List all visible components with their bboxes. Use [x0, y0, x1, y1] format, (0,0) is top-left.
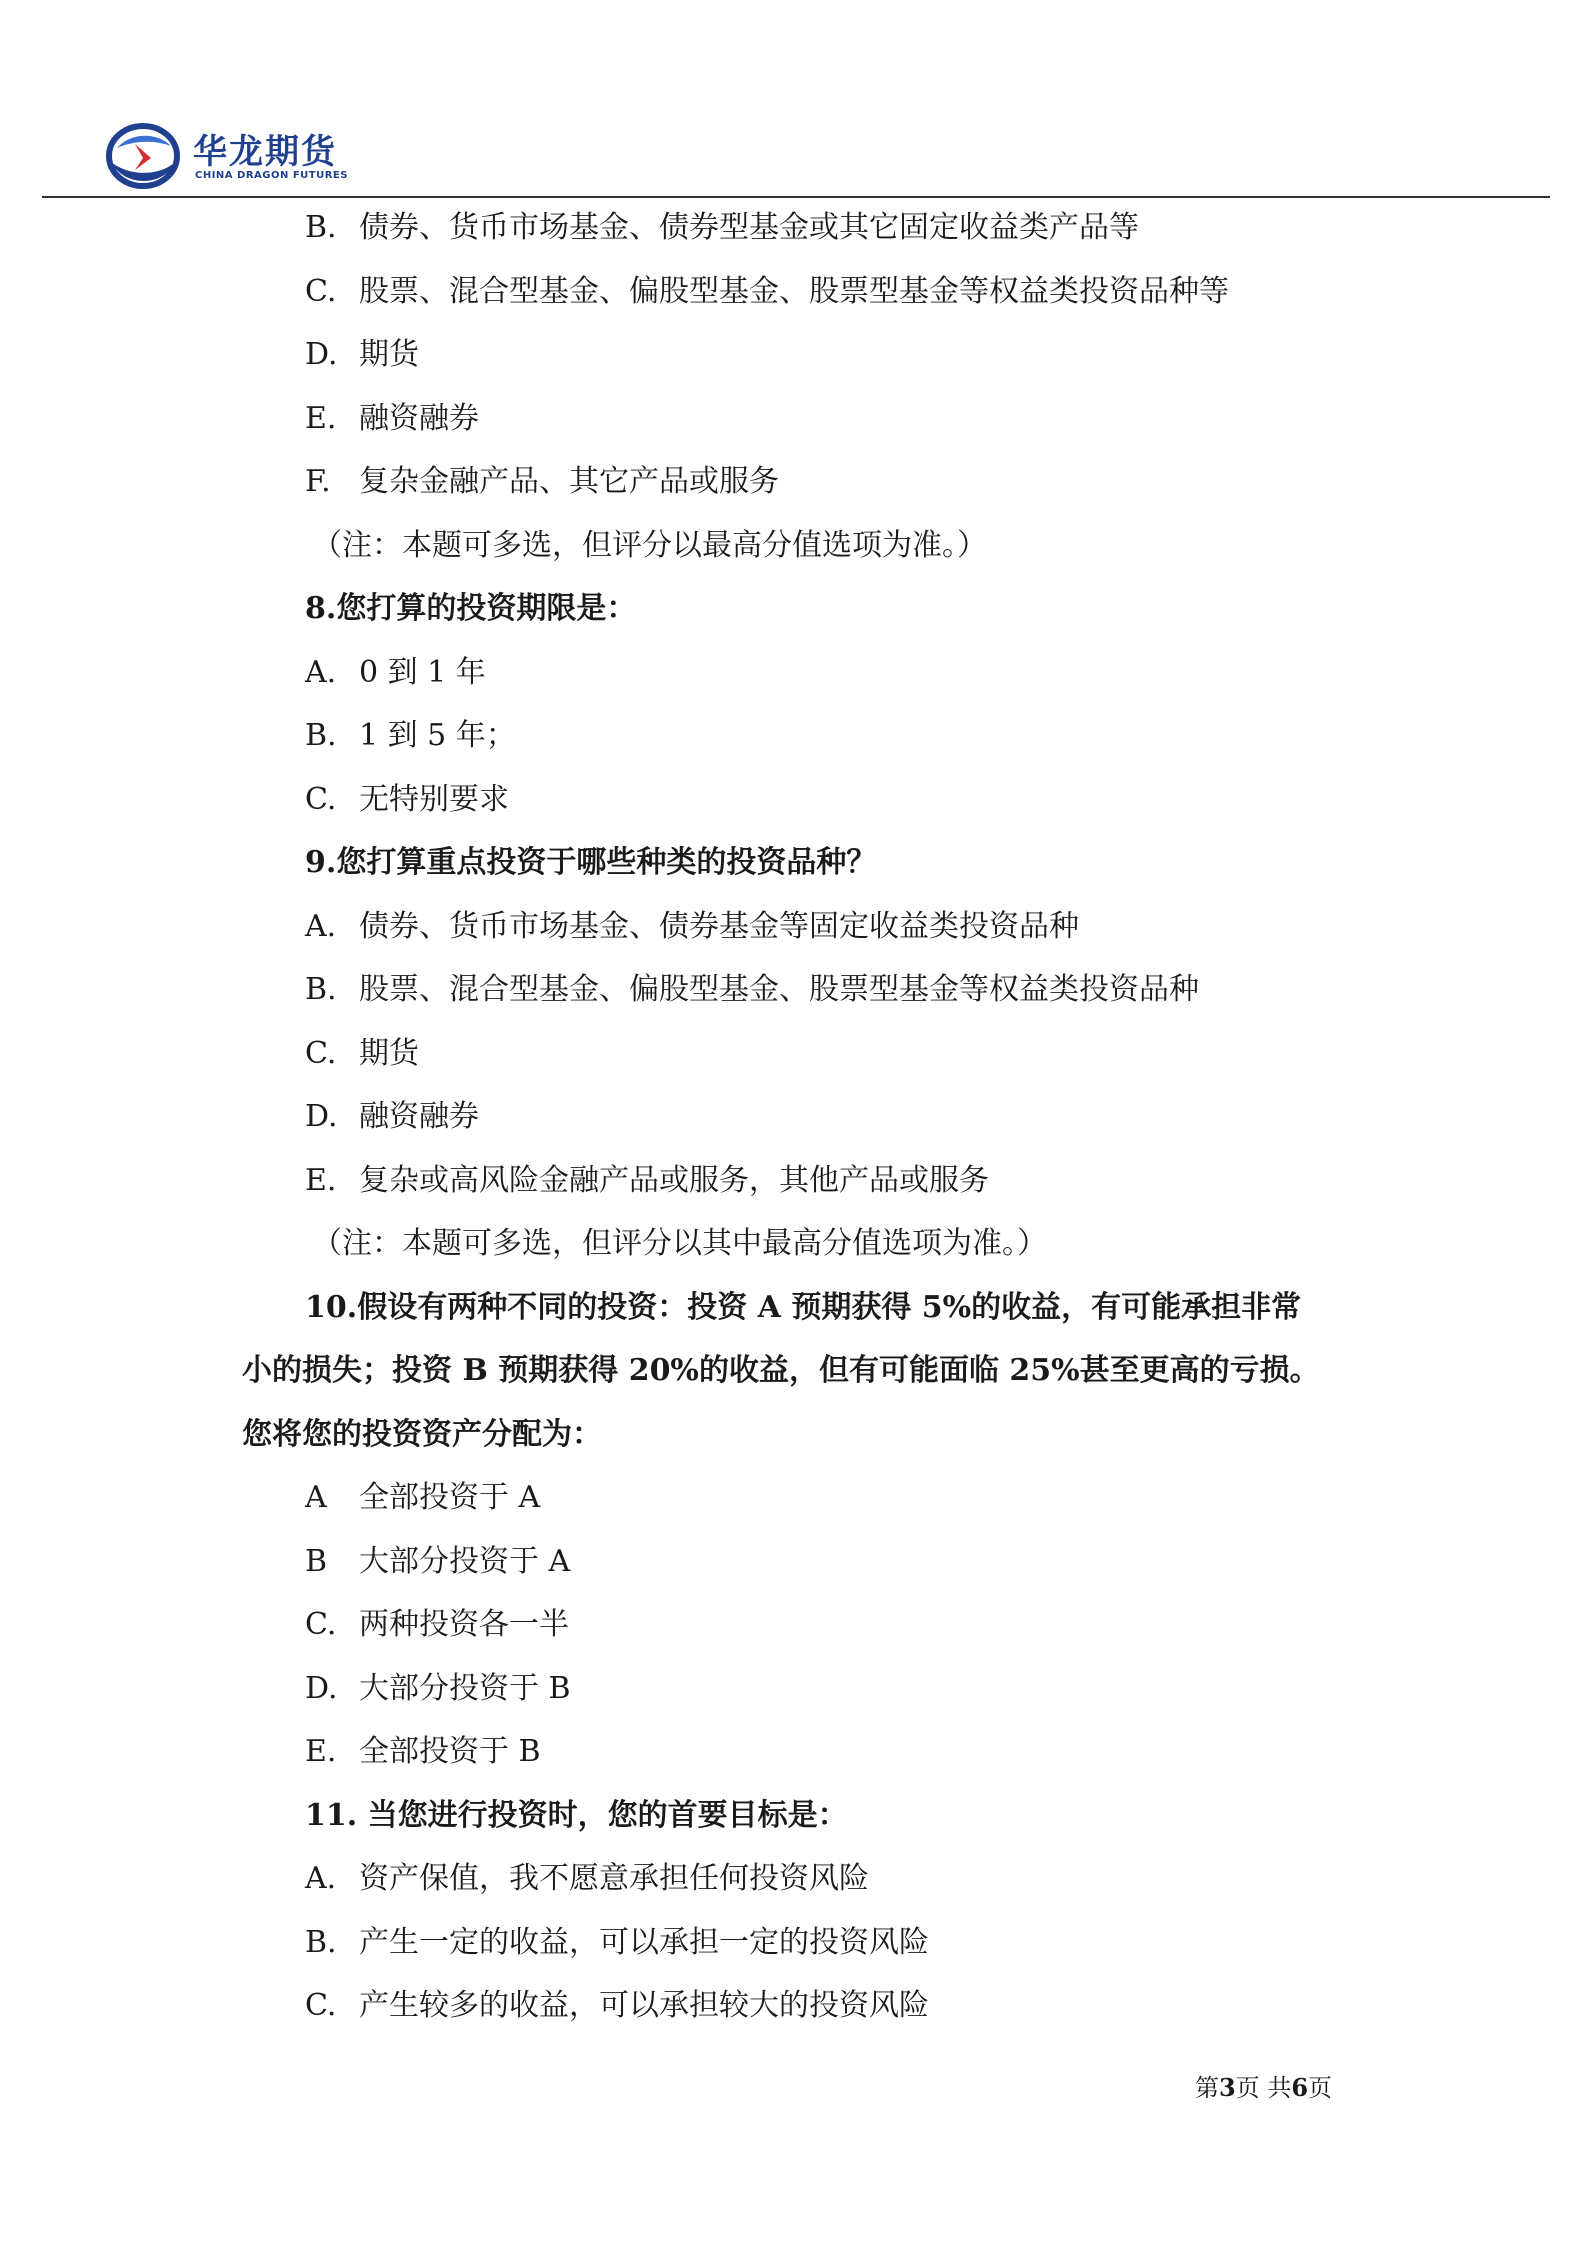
option-letter: E. [305, 1162, 337, 1198]
answer-option [305, 716, 516, 756]
option-letter: A. [305, 654, 337, 690]
question-text-continued [242, 1351, 1320, 1391]
current-page: 3 [1219, 2073, 1236, 2102]
option-letter: B [305, 1543, 328, 1579]
answer-option [305, 1859, 869, 1899]
line-text: 复杂或高风险金融产品或服务，其他产品或服务 [359, 1162, 989, 1198]
answer-option [305, 1605, 569, 1645]
line-text: 您将您的投资资产分配为： [242, 1416, 602, 1452]
line-text: 11. 当您进行投资时，您的首要目标是： [305, 1797, 848, 1833]
answer-option [305, 335, 419, 375]
answer-option [305, 1478, 540, 1518]
option-letter: A. [305, 908, 337, 944]
line-text: 全部投资于 B [359, 1734, 541, 1769]
page-number: 第3页 共6页 [1195, 2073, 1333, 2102]
answer-option [305, 1097, 479, 1137]
logo-english-name: CHINA DRAGON FUTURES [195, 170, 348, 181]
line-text: 小的损失；投资 B 预期获得 20%的收益，但有可能面临 25%甚至更高的亏损。 [242, 1353, 1320, 1388]
question-text [305, 589, 636, 629]
option-letter: B. [305, 718, 337, 753]
option-letter: D. [305, 1670, 338, 1706]
question-text-continued [242, 1415, 602, 1455]
option-letter: C. [305, 1035, 337, 1071]
answer-option [305, 1923, 929, 1963]
page-header [0, 0, 1588, 200]
option-letter: F. [305, 464, 331, 499]
option-letter: A. [305, 1861, 337, 1896]
header-divider [42, 196, 1550, 198]
company-logo [105, 118, 355, 192]
answer-option [305, 1669, 571, 1709]
line-text: 产生较多的收益，可以承担较大的投资风险 [359, 1988, 929, 2023]
option-letter: A [305, 1480, 327, 1515]
question-text [305, 1288, 1301, 1328]
dragon-emblem-icon [105, 118, 185, 192]
option-letter: D. [305, 337, 338, 372]
option-letter: B. [305, 210, 337, 245]
answer-option [305, 907, 1079, 947]
answer-option [305, 399, 479, 439]
line-text: 全部投资于 A [359, 1480, 541, 1515]
option-letter: C. [305, 781, 337, 817]
line-text: 股票、混合型基金、偏股型基金、股票型基金等权益类投资品种 [359, 972, 1199, 1007]
answer-option [305, 1732, 541, 1772]
line-text: 复杂金融产品、其它产品或服务 [359, 464, 779, 499]
total-pages: 6 [1291, 2073, 1309, 2102]
answer-option [305, 272, 1229, 312]
line-text: 无特别要求 [359, 781, 509, 817]
line-text: 0 到 1 年 [359, 654, 486, 690]
line-text: 1 到 5 年； [359, 718, 516, 753]
line-text: 8.您打算的投资期限是： [305, 591, 637, 626]
line-text: 产生一定的收益，可以承担一定的投资风险 [359, 1924, 929, 1960]
line-text: （注：本题可多选，但评分以其中最高分值选项为准。） [312, 1226, 1047, 1261]
option-letter: B. [305, 972, 337, 1007]
option-letter: E. [305, 400, 337, 436]
line-text: 债券、货币市场基金、债券型基金或其它固定收益类产品等 [359, 210, 1139, 245]
option-letter: E. [305, 1734, 337, 1769]
answer-option [305, 462, 779, 502]
answer-option [305, 1986, 929, 2026]
line-text: 融资融券 [359, 1099, 479, 1134]
line-text: 大部分投资于 B [359, 1670, 571, 1706]
line-text: 两种投资各一半 [359, 1607, 569, 1642]
line-text: 债券、货币市场基金、债券基金等固定收益类投资品种 [359, 908, 1079, 944]
answer-option [305, 970, 1199, 1010]
line-text: 融资融券 [359, 400, 479, 436]
line-text: 9.您打算重点投资于哪些种类的投资品种？ [305, 845, 877, 880]
answer-option [305, 1034, 419, 1074]
line-text: 10.假设有两种不同的投资：投资 A 预期获得 5%的收益，有可能承担非常 [305, 1289, 1302, 1325]
logo-chinese-name: 华龙期货 [193, 132, 337, 172]
answer-option [305, 780, 509, 820]
option-letter: D. [305, 1099, 338, 1134]
answer-option [305, 653, 486, 693]
note-text [312, 1224, 1047, 1264]
question-text [305, 843, 876, 883]
line-text: 股票、混合型基金、偏股型基金、股票型基金等权益类投资品种等 [359, 273, 1229, 309]
option-letter: B. [305, 1924, 337, 1960]
answer-option [305, 208, 1139, 248]
option-letter: C. [305, 1988, 337, 2023]
option-letter: C. [305, 1607, 337, 1642]
line-text: 资产保值，我不愿意承担任何投资风险 [359, 1861, 869, 1896]
line-text: （注：本题可多选，但评分以最高分值选项为准。） [312, 527, 987, 563]
answer-option [305, 1542, 570, 1582]
line-text: 期货 [359, 1035, 419, 1071]
answer-option [305, 1161, 989, 1201]
question-text [305, 1796, 848, 1836]
note-text [312, 526, 987, 566]
line-text: 期货 [359, 337, 419, 372]
line-text: 大部分投资于 A [359, 1543, 571, 1579]
option-letter: C. [305, 273, 337, 309]
